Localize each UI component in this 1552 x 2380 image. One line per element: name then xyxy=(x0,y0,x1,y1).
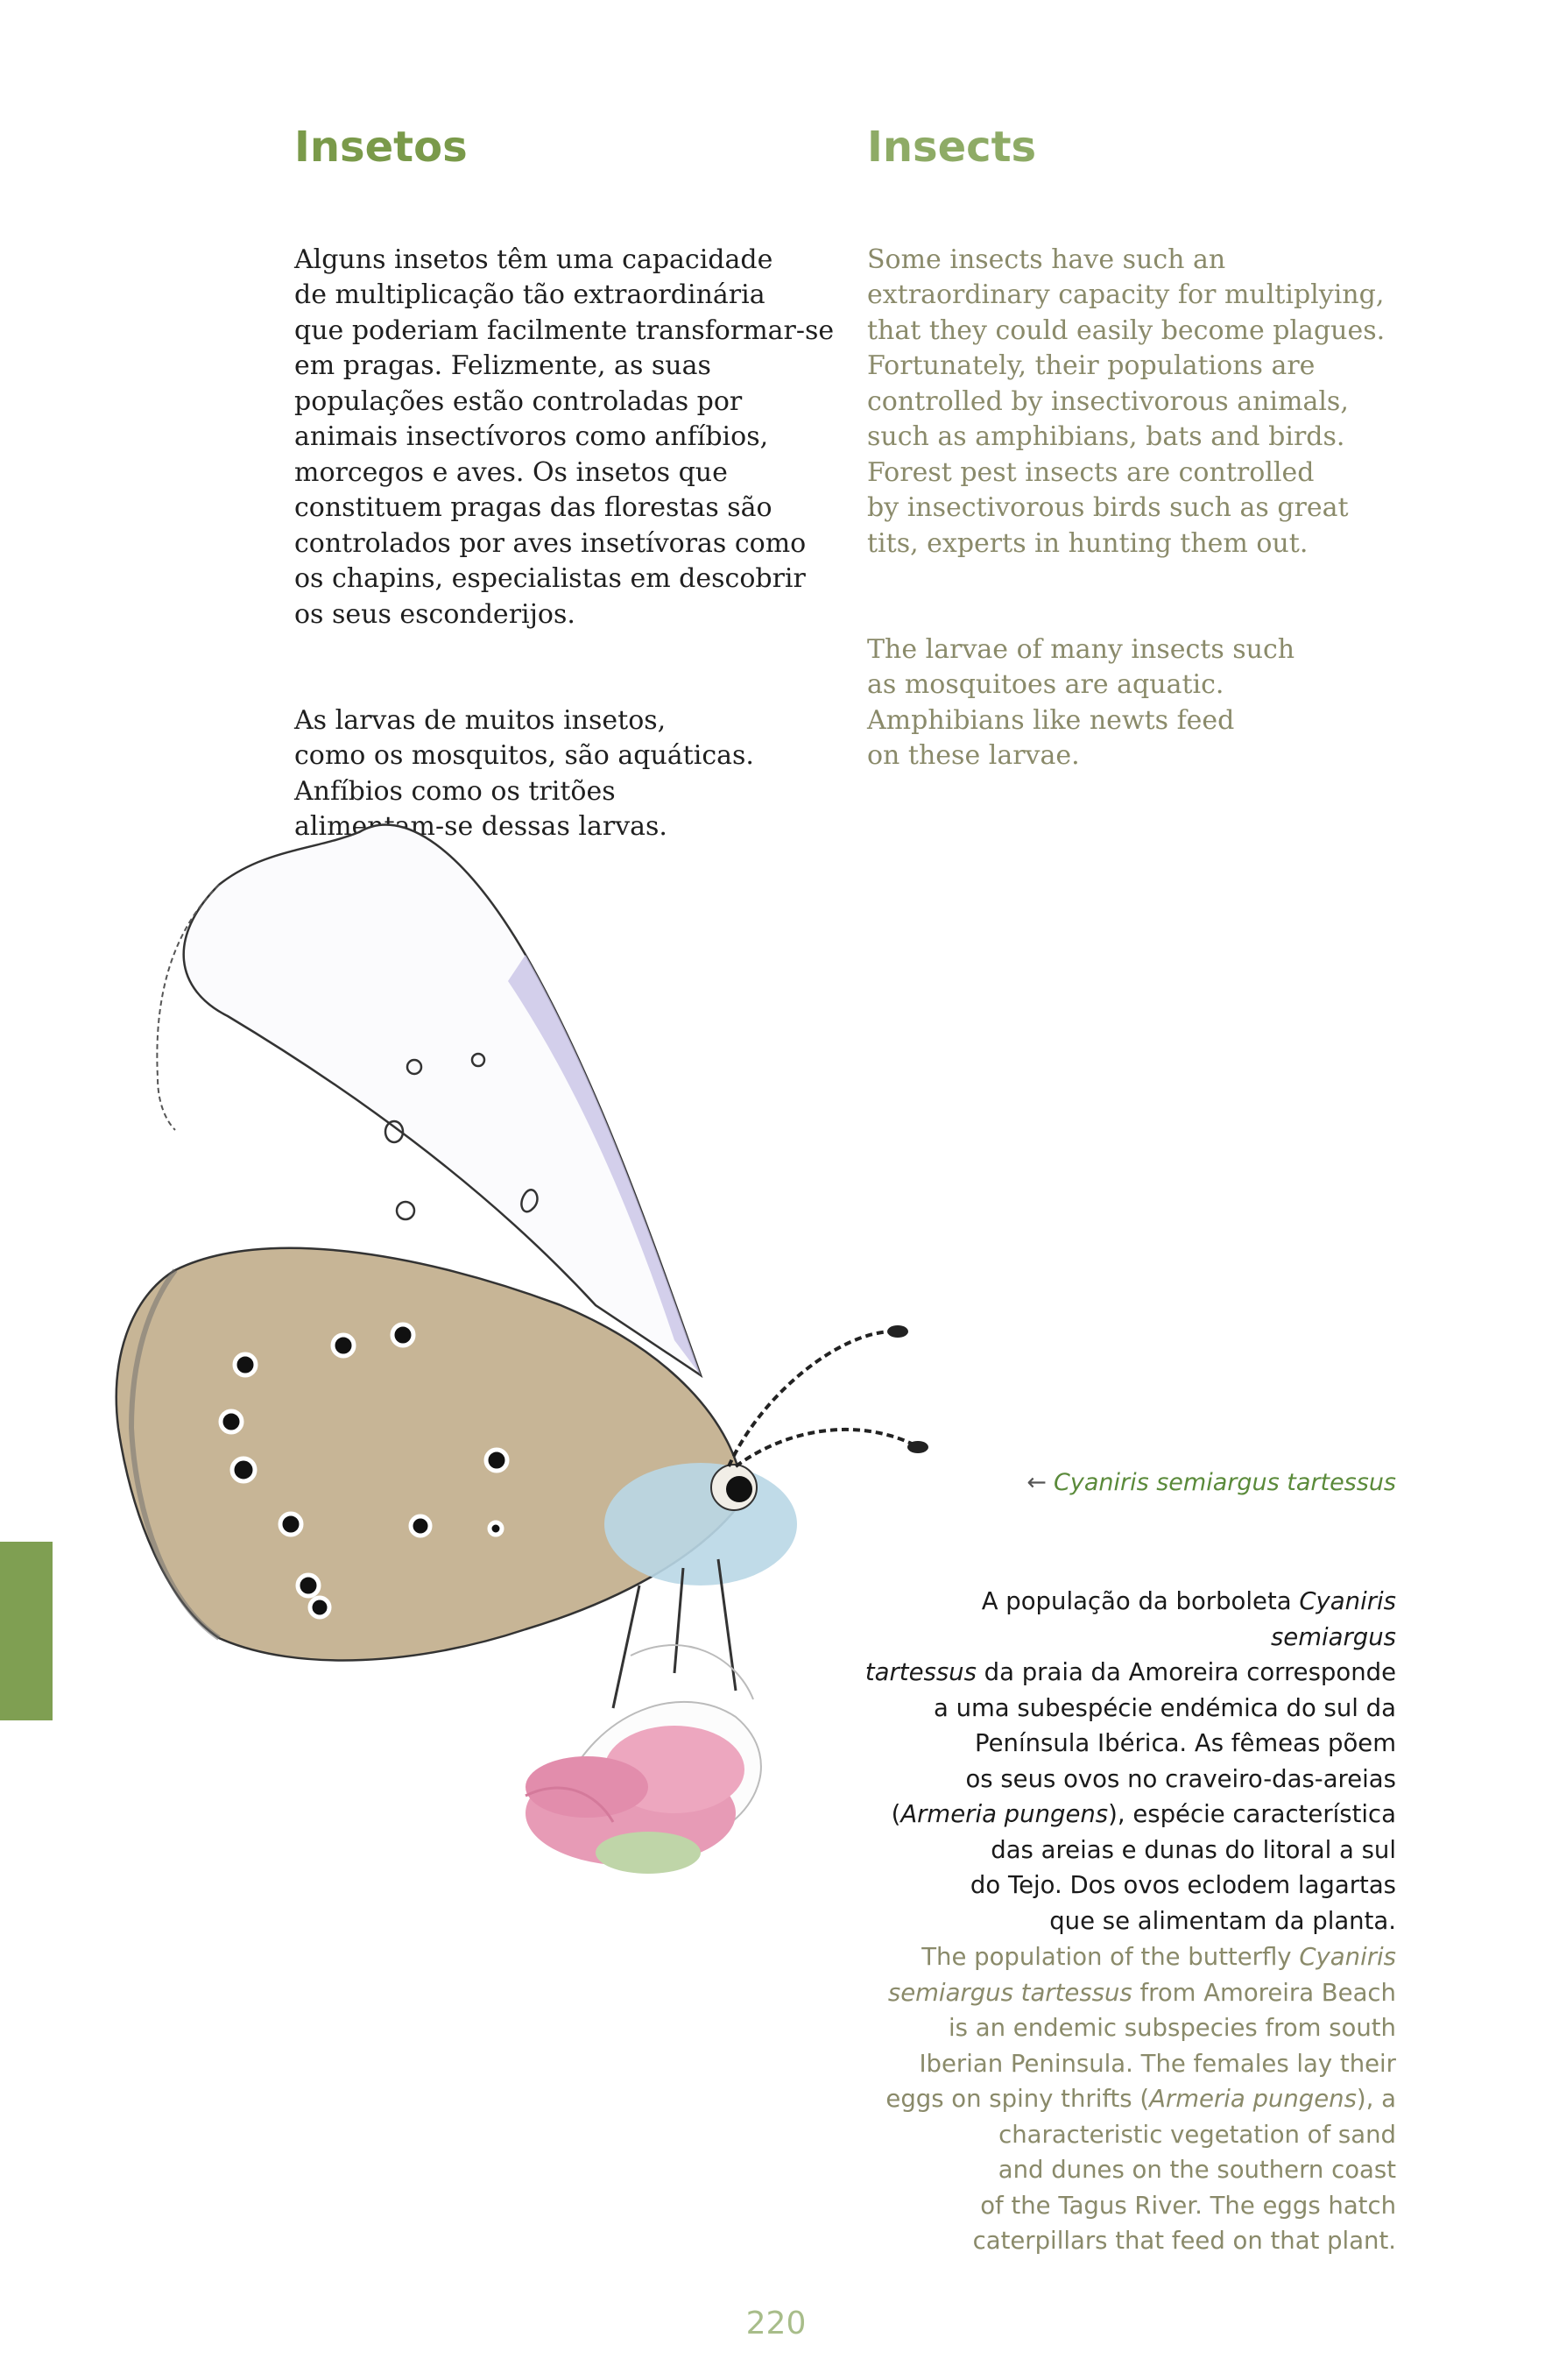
butterfly-body xyxy=(604,1463,797,1585)
portuguese-paragraph-1: Alguns insetos têm uma capacidade de multiplicação tão extraordinária que poderiam facilmente transformar-se em pragas. Felizmente, as suas populações estão controladas por animais insectívoros como anfíbios, morcegos e aves. Os insetos que constituem pragas das florestas são controlados por aves insetívoras como os chapins, especialistas em descobrir os seus esconderijos. xyxy=(294,244,835,630)
chapter-side-tab xyxy=(0,1542,53,1720)
desc-en-text-2: from Amoreira Beach is an endemic subspecies from south Iberian Peninsula. The females lay their eggs on spiny thrifts ( xyxy=(885,1978,1396,2113)
antenna-upper xyxy=(729,1331,893,1466)
english-species-description xyxy=(853,1939,1396,2259)
desc-pt-text-1: A população da borboleta xyxy=(981,1587,1300,1615)
desc-en-text-3: ), a characteristic vegetation of sand and dunes on the southern coast of the Tagus River. The eggs hatch caterpillars that feed on that plant. xyxy=(972,2085,1396,2255)
species-name: Cyaniris semiargus tartessus xyxy=(1053,1469,1396,1496)
page-number: 220 xyxy=(745,2306,807,2341)
heading-portuguese: Insetos xyxy=(294,123,468,172)
desc-pt-italic-1: Cyaniris semiargus tartessus xyxy=(864,1587,1396,1686)
english-text-column xyxy=(867,207,1410,844)
heading-english: Insects xyxy=(867,123,1037,172)
thrift-flower xyxy=(526,1645,761,1874)
portuguese-species-description xyxy=(853,1584,1396,1939)
portuguese-text-column xyxy=(294,207,837,915)
desc-pt-text-3: ), espécie característica das areias e dunas do litoral a sul do Tejo. Dos ovos eclodem lagartas que se alimentam da planta. xyxy=(970,1800,1396,1935)
desc-pt-italic-2: Armeria pungens xyxy=(900,1800,1109,1828)
left-arrow-icon: ← xyxy=(1026,1469,1047,1496)
species-caption xyxy=(1026,1468,1396,1498)
desc-en-italic-1: Cyaniris semiargus tartessus xyxy=(887,1943,1396,2007)
english-paragraph-1: Some insects have such an extraordinary capacity for multiplying, that they could easily become plagues. Fortunately, their populations are controlled by insectivorous animals, such as amphibians, bats and birds. Forest pest insects are controlled by insectivorous birds such as great tits, experts in hunting them out. xyxy=(867,244,1386,559)
portuguese-paragraph-2: As larvas de muitos insetos, como os mosquitos, são aquáticas. Anfíbios como os tritões dessas larvas. xyxy=(294,704,754,842)
desc-pt-text-2: da praia da Amoreira corresponde a uma subespécie endémica do sul da Península Ibérica. As fêmeas põem os seus ovos no craveiro-das-areias ( xyxy=(891,1658,1396,1828)
english-paragraph-2: The larvae of many insects such as mosquitoes are aquatic. Amphibians like newts feed on these larvae. xyxy=(867,633,1295,771)
butterfly-illustration xyxy=(70,815,981,1892)
desc-en-italic-2: Armeria pungens xyxy=(1149,2085,1357,2113)
desc-en-text-1: The population of the butterfly xyxy=(921,1943,1300,1971)
antenna-lower xyxy=(736,1430,915,1466)
